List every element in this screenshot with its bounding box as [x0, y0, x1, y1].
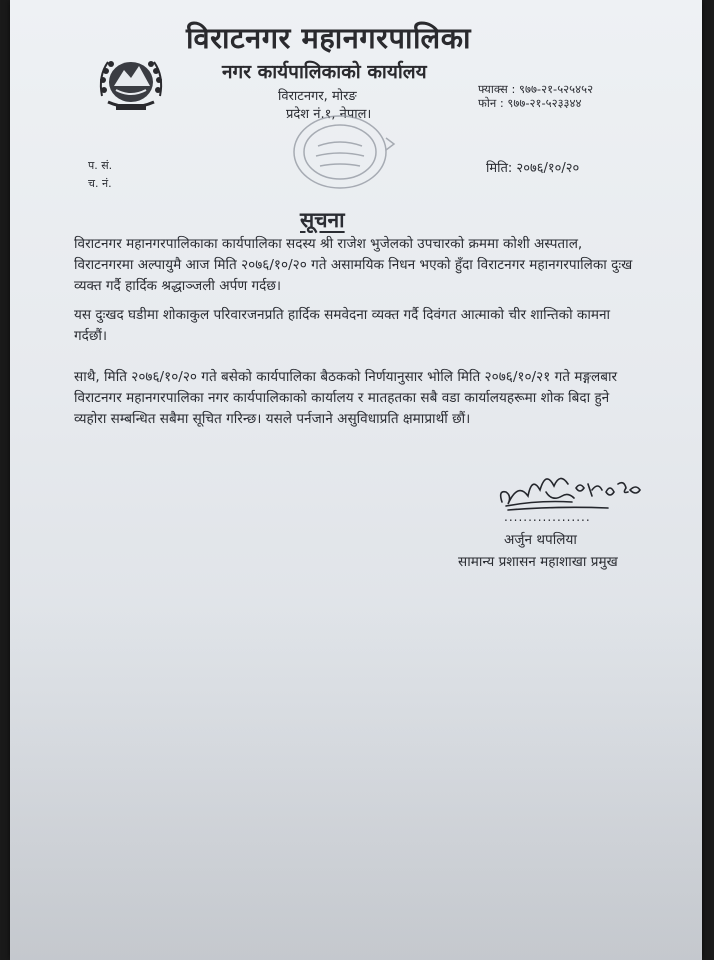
municipality-title: विराटनगर महानगरपालिका — [186, 21, 471, 55]
notice-heading: सूचना — [300, 208, 345, 232]
fax-number: फ्याक्स : ९७७-२१-५२५४५२ — [478, 82, 594, 96]
paragraph-holiday: साथै, मिति २०७६/१०/२० गते बसेको कार्यपालिका बैठकको निर्णयानुसार भोलि मिति २०७६/१०/२१ गते मङ्गलबार विराटनगर महानगरपालिका नगर कार्यपालिकाको कार्यालय र मातहतका सबै वडा कार्यालयहरूमा शोक बिदा हुने व्यहोरा सम्बन्धित सबैमा सूचित गरिन्छ। यसले पर्नजाने असुविधाप्रति क्षमाप्रार्थी छौं। — [74, 369, 618, 427]
phone-number: फोन : ९७७-२१-५२३३४४ — [478, 96, 582, 110]
reference-ps-label: प. सं. — [88, 159, 113, 172]
office-stamp-icon — [290, 108, 398, 192]
municipality-emblem-icon — [94, 46, 168, 116]
office-subtitle: नगर कार्यपालिकाको कार्यालय — [222, 61, 427, 83]
address-line-1: विराटनगर, मोरङ — [278, 89, 357, 104]
reference-cn-label: च. नं. — [88, 177, 112, 190]
address-line-2: प्रदेश नं.१, नेपाल। — [286, 107, 372, 122]
letter-date: मिति: २०७६/१०/२० — [486, 161, 580, 176]
signature-dotted-line: .................. — [504, 510, 591, 524]
paragraph-sympathy: यस दुःखद घडीमा शोकाकुल परिवारजनप्रति हार्दिक समवेदना व्यक्त गर्दै दिवंगत आत्माको चीर शान्तिको कामना गर्दछौं। — [74, 307, 611, 344]
signatory-designation: सामान्य प्रशासन महाशाखा प्रमुख — [458, 554, 618, 570]
signatory-name: अर्जुन थपलिया — [504, 532, 577, 548]
paragraph-condolence: विराटनगर महानगरपालिकाका कार्यपालिका सदस्य श्री राजेश भुजेलको उपचारको क्रममा कोशी अस्पताल, विराटनगरमा अल्पायुमै आज मिति २०७६/१०/२० गते असामयिक निधन भएको हुँदा विराटनगर महानगरपालिका दुःख व्यक्त गर्दै हार्दिक श्रद्धाञ्जली अर्पण गर्दछ। — [74, 236, 633, 294]
